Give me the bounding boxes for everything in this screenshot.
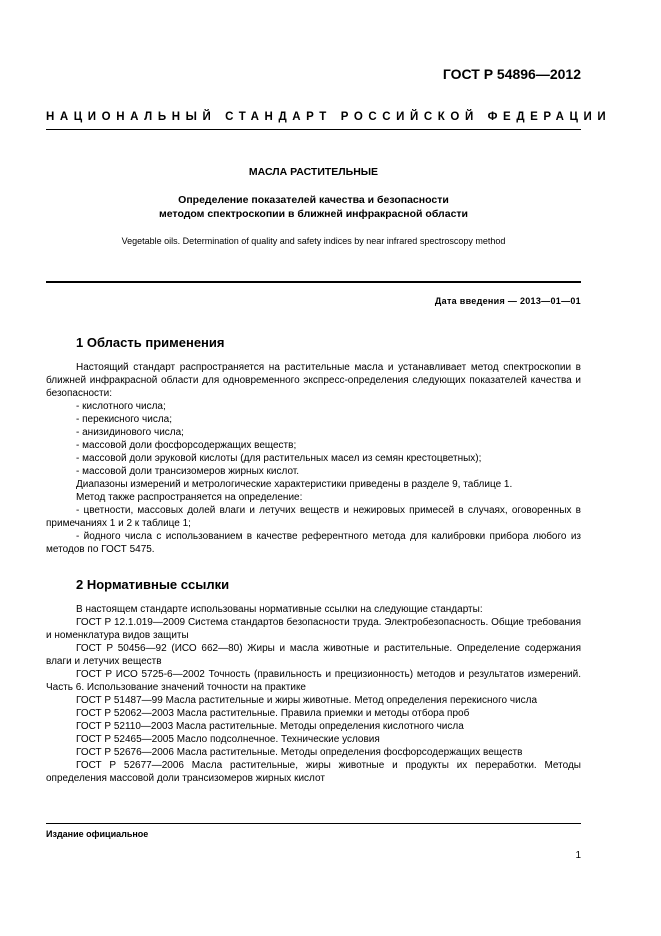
subtitle-line-1: Определение показателей качества и безопасности <box>178 194 449 206</box>
header-divider <box>46 129 581 130</box>
page-number: 1 <box>575 850 581 861</box>
section-1-paragraph: Настоящий стандарт распространяется на растительные масла и устанавливает метод спектроскопии в ближней инфракрасной области для одновременного экспресс-определения следующих показателей качества и безопасности: <box>46 362 581 399</box>
reference-item: ГОСТ Р ИСО 5725-6—2002 Точность (правильность и прецизионность) методов и результатов измерений. Часть 6. Использование значений точности на практике <box>46 669 581 693</box>
section-1-paragraph: Диапазоны измерений и метрологические характеристики приведены в разделе 9, таблице 1. <box>76 479 513 490</box>
reference-item: ГОСТ Р 52062—2003 Масла растительные. Правила приемки и методы отбора проб <box>76 708 470 719</box>
list-item: - кислотного числа; <box>76 401 166 412</box>
subtitle-line-2: методом спектроскопии в ближней инфракрасной области <box>158 208 469 220</box>
section-1-body <box>46 361 581 556</box>
reference-item: ГОСТ Р 51487—99 Масла растительные и жиры животные. Метод определения перекисного числа <box>76 695 538 706</box>
national-standard-banner: НАЦИОНАЛЬНЫЙ СТАНДАРТ РОССИЙСКОЙ ФЕДЕРАЦИИ <box>46 111 612 123</box>
official-edition-label: Издание официальное <box>46 829 149 839</box>
list-item: - массовой доли эруковой кислоты (для растительных масел из семян крестоцветных); <box>76 453 482 464</box>
reference-item: ГОСТ Р 52677—2006 Масла растительные, жиры животные и продукты их переработки. Методы определения массовой доли трансизомеров жирных кислот <box>46 760 581 784</box>
document-title: МАСЛА РАСТИТЕЛЬНЫЕ <box>248 166 379 178</box>
english-title: Vegetable oils. Determination of quality and safety indices by near infrared spectroscopy method <box>121 236 506 246</box>
section-2-heading: 2 Нормативные ссылки <box>76 577 230 592</box>
list-item: - цветности, массовых долей влаги и летучих веществ и нежировых примесей в случаях, оговоренных в примечаниях 1 и 2 к таблице 1; <box>46 505 581 529</box>
list-item: - массовой доли трансизомеров жирных кислот. <box>76 466 300 477</box>
footer-divider <box>46 823 581 824</box>
reference-item: ГОСТ Р 12.1.019—2009 Система стандартов безопасности труда. Электробезопасность. Общие требования и номенклатура видов защиты <box>46 617 581 641</box>
section-2-body <box>46 603 581 785</box>
section-2-intro: В настоящем стандарте использованы нормативные ссылки на следующие стандарты: <box>76 604 483 615</box>
list-item: - перекисного числа; <box>76 414 172 425</box>
standard-code: ГОСТ Р 54896—2012 <box>442 66 581 82</box>
list-item: - массовой доли фосфорсодержащих веществ; <box>76 440 297 451</box>
reference-item: ГОСТ Р 52110—2003 Масла растительные. Методы определения кислотного числа <box>76 721 464 732</box>
introduction-date: Дата введения — 2013—01—01 <box>434 296 581 306</box>
reference-item: ГОСТ Р 50456—92 (ИСО 662—80) Жиры и масла животные и растительные. Определение содержания влаги и летучих веществ <box>46 643 581 667</box>
section-1-heading: 1 Область применения <box>76 335 225 350</box>
section-1-paragraph: Метод также распространяется на определение: <box>76 492 303 503</box>
list-item: - анизидинового числа; <box>76 427 184 438</box>
document-subtitle <box>46 193 581 221</box>
reference-item: ГОСТ Р 52465—2005 Масло подсолнечное. Технические условия <box>76 734 380 745</box>
reference-item: ГОСТ Р 52676—2006 Масла растительные. Методы определения фосфорсодержащих веществ <box>76 747 523 758</box>
list-item: - йодного числа с использованием в качестве референтного метода для калибровки прибора любого из методов по ГОСТ 5475. <box>46 531 581 555</box>
title-divider <box>46 281 581 283</box>
